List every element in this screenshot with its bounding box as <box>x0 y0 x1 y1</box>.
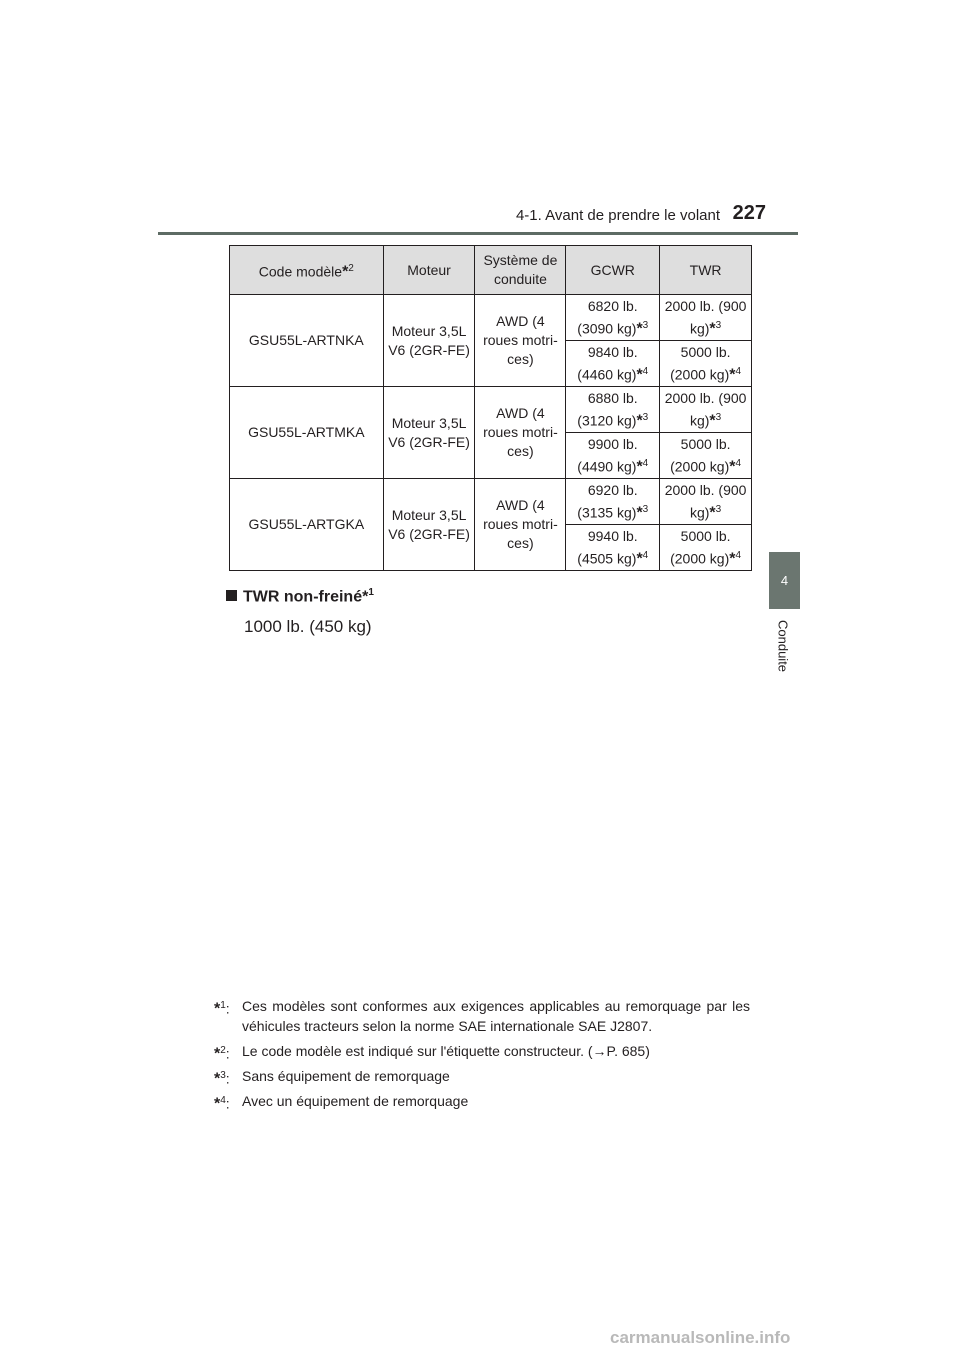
gcwr-cell: 6920 lb. (3135 kg)*$^3$ <box>566 479 660 525</box>
drive-cell: AWD (4 roues motri-ces) <box>475 295 566 387</box>
drive-cell: AWD (4 roues motri-ces) <box>475 479 566 571</box>
towing-capacity-table <box>229 245 752 571</box>
page-number: 227 <box>732 202 766 224</box>
twr-cell: 2000 lb. (900 kg)*$^3$ <box>660 479 752 525</box>
engine-cell: Moteur 3,5L V6 (2GR-FE) <box>383 387 475 479</box>
header-gcwr: GCWR <box>566 246 660 295</box>
header-engine: Moteur <box>383 246 475 295</box>
header-twr: TWR <box>660 246 752 295</box>
drive-cell: AWD (4 roues motri-ces) <box>475 387 566 479</box>
table-header-row <box>230 246 752 295</box>
twr-cell: 5000 lb. (2000 kg)*$^4$ <box>660 433 752 479</box>
chapter-label-text: Conduite <box>775 620 791 673</box>
gcwr-cell: 9900 lb. (4490 kg)*$^4$ <box>566 433 660 479</box>
table-row <box>230 387 752 433</box>
model-code-cell: GSU55L-ARTMKA <box>230 387 384 479</box>
watermark: carmanualsonline.info <box>610 1328 791 1347</box>
model-code-cell: GSU55L-ARTNKA <box>230 295 384 387</box>
chapter-label <box>773 620 793 680</box>
engine-cell: Moteur 3,5L V6 (2GR-FE) <box>383 479 475 571</box>
gcwr-cell: 9940 lb. (4505 kg)*$^4$ <box>566 525 660 571</box>
gcwr-cell: 6820 lb. (3090 kg)*$^3$ <box>566 295 660 341</box>
gcwr-cell: 9840 lb. (4460 kg)*$^4$ <box>566 341 660 387</box>
footnote: *$^1$: Ces modèles sont conformes aux exigences applicables au remorquage par les véhicules tracteurs selon la norme SAE internationale SAE J2807. <box>214 998 750 1034</box>
twr-cell: 5000 lb. (2000 kg)*$^4$ <box>660 341 752 387</box>
footnote: *$^4$: Avec un équipement de remorquage <box>214 1093 469 1113</box>
square-bullet-icon <box>226 590 237 601</box>
header-divider <box>158 232 798 235</box>
section-title: 4-1. Avant de prendre le volant <box>515 207 720 224</box>
twr-cell: 2000 lb. (900 kg)*$^3$ <box>660 387 752 433</box>
engine-cell: Moteur 3,5L V6 (2GR-FE) <box>383 295 475 387</box>
table-row <box>230 295 752 341</box>
gcwr-cell: 6880 lb. (3120 kg)*$^3$ <box>566 387 660 433</box>
table-row <box>230 479 752 525</box>
footnote: *$^3$: Sans équipement de remorquage <box>214 1068 450 1088</box>
twr-cell: 5000 lb. (2000 kg)*$^4$ <box>660 525 752 571</box>
unbraked-twr-heading: TWR non-freiné*$^1$ <box>226 587 374 606</box>
unbraked-twr-value: 1000 lb. (450 kg) <box>244 617 372 636</box>
chapter-tab: 4 <box>769 552 800 609</box>
twr-cell: 2000 lb. (900 kg)*$^3$ <box>660 295 752 341</box>
footnotes <box>214 996 750 1116</box>
header-drive: Système de conduite <box>475 246 566 295</box>
footnote: *$^2$: Le code modèle est indiqué sur l'étiquette constructeur. (→P. 685) <box>214 1043 650 1063</box>
model-code-cell: GSU55L-ARTGKA <box>230 479 384 571</box>
header-code: Code modèle*$^2$ <box>230 246 384 295</box>
